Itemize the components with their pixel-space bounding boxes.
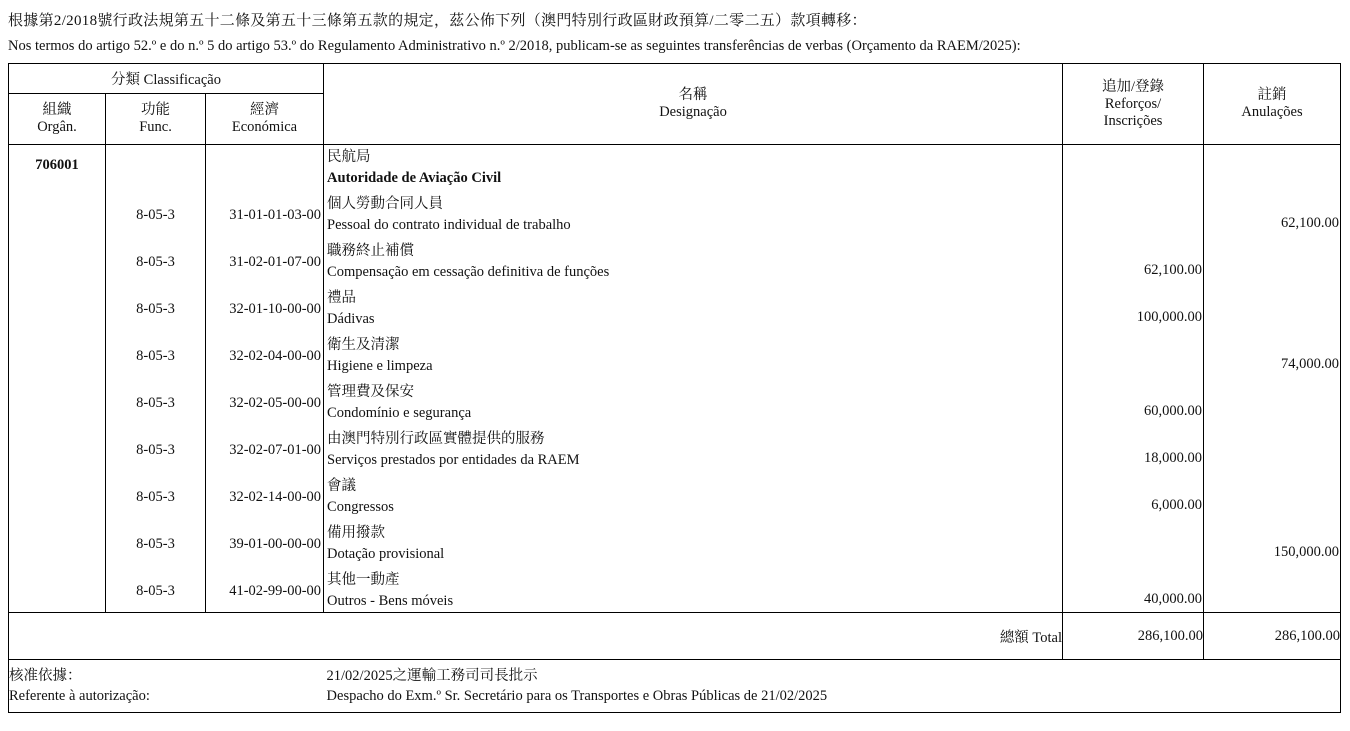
func-code: 8-05-3 bbox=[136, 442, 175, 458]
econ-code: 32-01-10-00-00 bbox=[229, 301, 322, 317]
header-organ-zh: 組織 bbox=[42, 102, 72, 118]
designation-zh: 其他一動產 bbox=[327, 572, 400, 588]
organ-code: 706001 bbox=[35, 157, 79, 173]
designation-zh: 由澳門特別行政區實體提供的服務 bbox=[327, 431, 545, 447]
header-organ-pt: Orgân. bbox=[37, 119, 77, 135]
entity-name-pt: Autoridade de Aviação Civil bbox=[327, 170, 502, 186]
total-reforcos-value: 286,100.00 bbox=[1137, 627, 1204, 644]
designation-zh: 備用撥款 bbox=[327, 525, 386, 541]
designation-pt: Outros - Bens móveis bbox=[327, 593, 454, 609]
intro-text-portuguese: Nos termos do artigo 52.º e do n.º 5 do artigo 53.º do Regulamento Administrativo n.º 2/2018, publicam-se as seguintes transferências de verbas (Orçamento da RAEM/2025): bbox=[8, 38, 1021, 54]
header-designacao bbox=[324, 64, 1063, 145]
line-item-designation bbox=[327, 476, 394, 518]
func-column bbox=[106, 145, 206, 613]
line-item-designation bbox=[327, 335, 432, 377]
header-reforcos-pt2: Inscrições bbox=[1103, 112, 1163, 129]
line-item-econ bbox=[206, 568, 323, 615]
line-item-econ bbox=[206, 427, 323, 474]
designation-zh: 管理費及保安 bbox=[327, 384, 415, 400]
designation-pt: Congressos bbox=[327, 499, 394, 515]
line-item-func bbox=[106, 333, 205, 380]
reforco-amount: 40,000.00 bbox=[1144, 591, 1203, 607]
anulacao-amount: 150,000.00 bbox=[1273, 544, 1340, 560]
line-item-designation bbox=[327, 194, 571, 236]
designation-pt: Serviços prestados por entidades da RAEM bbox=[327, 452, 580, 468]
func-code: 8-05-3 bbox=[136, 254, 175, 270]
func-code: 8-05-3 bbox=[136, 583, 175, 599]
designation-zh: 個人勞動合同人員 bbox=[327, 196, 444, 212]
total-spacer bbox=[9, 613, 324, 660]
total-reforcos bbox=[1063, 613, 1204, 660]
econ-code: 32-02-04-00-00 bbox=[229, 348, 322, 364]
header-func-zh: 功能 bbox=[141, 102, 170, 118]
line-item-econ bbox=[206, 239, 323, 286]
authorization-label-zh: 核准依據： bbox=[9, 668, 82, 684]
designation-pt: Compensação em cessação definitiva de funções bbox=[327, 264, 610, 280]
header-designacao-zh: 名稱 bbox=[678, 87, 708, 103]
econ-code: 32-02-05-00-00 bbox=[229, 395, 322, 411]
header-econ bbox=[206, 94, 324, 145]
econ-code: 41-02-99-00-00 bbox=[229, 583, 322, 599]
econ-code: 31-02-01-07-00 bbox=[229, 254, 322, 270]
line-item-func bbox=[106, 286, 205, 333]
line-item-func bbox=[106, 427, 205, 474]
total-anulacoes-value: 286,100.00 bbox=[1274, 627, 1341, 644]
designation-zh: 衛生及清潔 bbox=[327, 337, 400, 353]
authorization-label bbox=[9, 660, 324, 713]
anulacao-amount: 74,000.00 bbox=[1281, 356, 1340, 372]
line-item-func bbox=[106, 239, 205, 286]
line-item-econ bbox=[206, 192, 323, 239]
line-item-func bbox=[106, 521, 205, 568]
header-anulacoes bbox=[1204, 64, 1341, 145]
header-reforcos-pt1: Reforços/ bbox=[1104, 95, 1162, 112]
econ-code: 31-01-01-03-00 bbox=[229, 207, 322, 223]
header-reforcos-zh: 追加/登錄 bbox=[1102, 78, 1165, 95]
line-item-econ bbox=[206, 333, 323, 380]
designation-pt: Dotação provisional bbox=[327, 546, 445, 562]
econ-code: 32-02-14-00-00 bbox=[229, 489, 322, 505]
line-item-econ bbox=[206, 286, 323, 333]
header-econ-zh: 經濟 bbox=[250, 102, 280, 118]
designation-pt: Dádivas bbox=[327, 311, 375, 327]
designation-column bbox=[324, 145, 1063, 613]
authorization-value-zh: 21/02/2025之運輸工務司司長批示 bbox=[326, 668, 538, 684]
line-item-econ bbox=[206, 380, 323, 427]
line-item-designation bbox=[327, 570, 453, 612]
entity-name bbox=[327, 147, 501, 189]
func-code: 8-05-3 bbox=[136, 207, 175, 223]
header-classificacao: 分類 Classificação bbox=[9, 64, 324, 94]
line-item-func bbox=[106, 192, 205, 239]
line-item-designation bbox=[327, 429, 580, 471]
organ-column bbox=[9, 145, 106, 613]
designation-zh: 禮品 bbox=[327, 290, 357, 306]
line-item-econ bbox=[206, 474, 323, 521]
anulacoes-column bbox=[1204, 145, 1341, 613]
reforco-amount: 100,000.00 bbox=[1136, 309, 1203, 325]
line-item-designation bbox=[327, 288, 375, 330]
designation-pt: Condomínio e segurança bbox=[327, 405, 472, 421]
header-func-pt: Func. bbox=[139, 119, 172, 135]
reforco-amount: 6,000.00 bbox=[1151, 497, 1203, 513]
authorization-value bbox=[324, 660, 1341, 713]
budget-transfer-table bbox=[8, 63, 1341, 713]
reforco-amount: 18,000.00 bbox=[1144, 450, 1203, 466]
func-code: 8-05-3 bbox=[136, 348, 175, 364]
designation-pt: Higiene e limpeza bbox=[327, 358, 433, 374]
anulacao-amount: 62,100.00 bbox=[1281, 215, 1340, 231]
econ-column bbox=[206, 145, 324, 613]
func-code: 8-05-3 bbox=[136, 395, 175, 411]
line-item-designation bbox=[327, 523, 444, 565]
reforcos-column bbox=[1063, 145, 1204, 613]
header-econ-pt: Económica bbox=[231, 119, 298, 135]
total-label-text: 總額 Total bbox=[999, 629, 1063, 646]
designation-pt: Pessoal do contrato individual de trabalho bbox=[327, 217, 571, 233]
line-item-designation bbox=[327, 382, 471, 424]
authorization-value-pt: Despacho do Exm.º Sr. Secretário para os Transportes e Obras Públicas de 21/02/2025 bbox=[326, 688, 828, 704]
authorization-label-pt: Referente à autorização: bbox=[9, 688, 150, 704]
total-anulacoes bbox=[1204, 613, 1341, 660]
reforco-amount: 62,100.00 bbox=[1144, 262, 1203, 278]
designation-zh: 會議 bbox=[327, 478, 357, 494]
func-code: 8-05-3 bbox=[136, 489, 175, 505]
line-item-func bbox=[106, 568, 205, 615]
line-item-func bbox=[106, 380, 205, 427]
intro-text-chinese: 根據第2/2018號行政法規第五十二條及第五十三條第五款的規定，茲公佈下列（澳門特別行政區財政預算/二零二五）款項轉移： bbox=[8, 13, 867, 29]
header-reforcos bbox=[1063, 64, 1204, 145]
header-func bbox=[106, 94, 206, 145]
header-anulacoes-pt: Anulações bbox=[1241, 104, 1303, 120]
header-anulacoes-zh: 註銷 bbox=[1257, 87, 1287, 103]
total-label bbox=[324, 613, 1063, 660]
econ-code: 32-02-07-01-00 bbox=[229, 442, 322, 458]
designation-zh: 職務終止補償 bbox=[327, 243, 415, 259]
header-organ bbox=[9, 94, 106, 145]
reforco-amount: 60,000.00 bbox=[1144, 403, 1203, 419]
line-item-func bbox=[106, 474, 205, 521]
econ-code: 39-01-00-00-00 bbox=[229, 536, 322, 552]
header-designacao-pt: Designação bbox=[659, 104, 727, 120]
line-item-econ bbox=[206, 521, 323, 568]
line-item-designation bbox=[327, 241, 609, 283]
func-code: 8-05-3 bbox=[136, 536, 175, 552]
func-code: 8-05-3 bbox=[136, 301, 175, 317]
entity-name-zh: 民航局 bbox=[327, 149, 371, 165]
